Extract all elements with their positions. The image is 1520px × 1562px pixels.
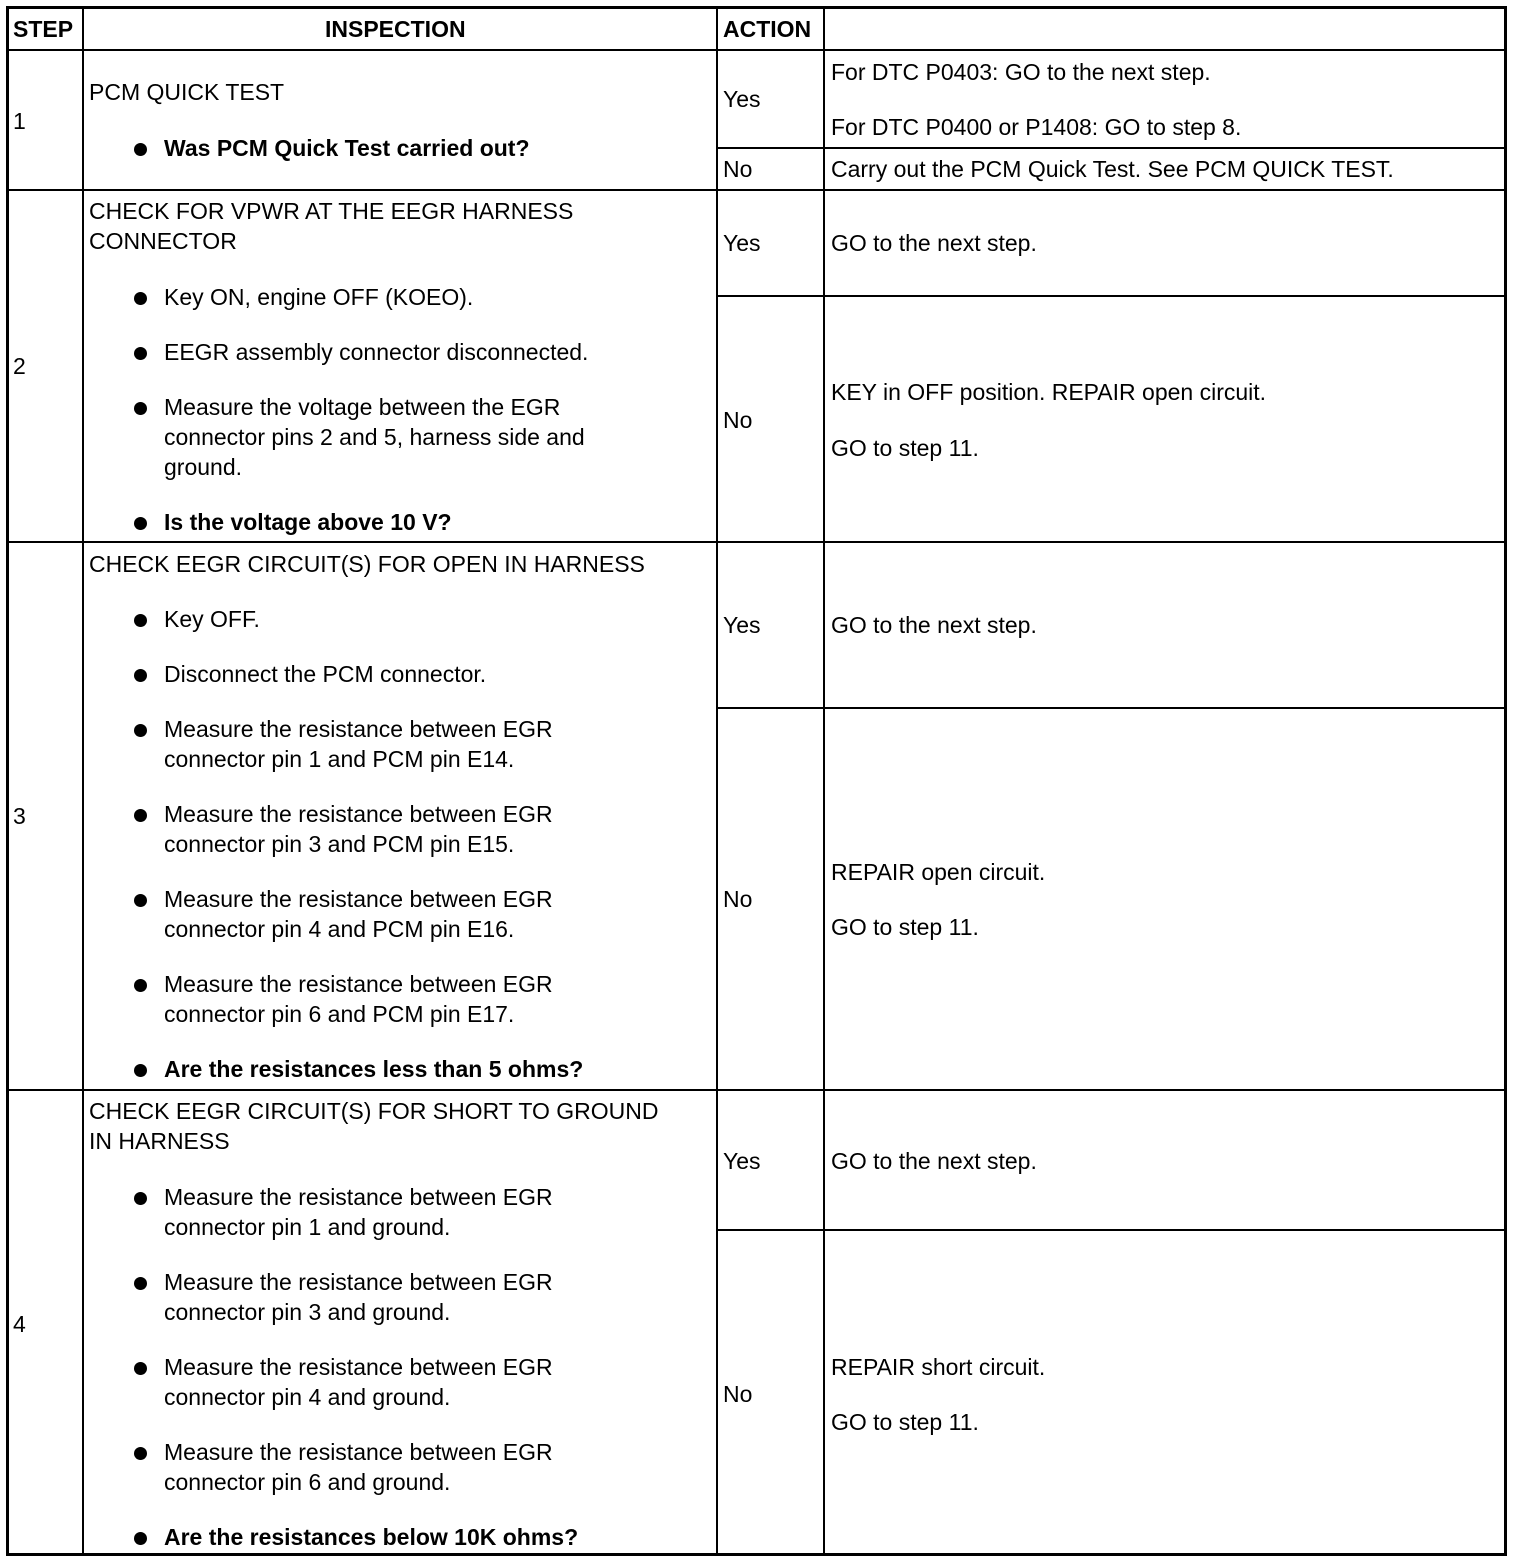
yes-no-divider bbox=[716, 147, 1504, 149]
inspection-bullet: connector pin 4 and ground. bbox=[164, 1384, 451, 1410]
header-step: STEP bbox=[13, 16, 74, 42]
inspection-bullet: connector pin 4 and PCM pin E16. bbox=[164, 916, 515, 942]
no-action-line: REPAIR open circuit. bbox=[831, 859, 1046, 885]
inspection-bullet: connector pin 6 and PCM pin E17. bbox=[164, 1001, 515, 1027]
no-label: No bbox=[723, 1381, 753, 1407]
row-divider bbox=[9, 1089, 1504, 1091]
step-number: 3 bbox=[13, 803, 26, 829]
inspection-bullet: Measure the resistance between EGR bbox=[164, 886, 553, 912]
header-inspection: INSPECTION bbox=[325, 16, 466, 42]
row-divider bbox=[9, 189, 1504, 191]
inspection-question: Are the resistances less than 5 ohms? bbox=[164, 1056, 584, 1082]
bullet-dot bbox=[134, 143, 147, 156]
bullet-dot bbox=[134, 894, 147, 907]
inspection-bullet: Measure the resistance between EGR bbox=[164, 1269, 553, 1295]
no-action-line: GO to step 11. bbox=[831, 914, 979, 940]
yes-no-divider bbox=[716, 707, 1504, 709]
column-divider bbox=[82, 9, 84, 1553]
yes-action-line: GO to the next step. bbox=[831, 230, 1037, 256]
inspection-bullet: Measure the resistance between EGR bbox=[164, 1439, 553, 1465]
inspection-question: Is the voltage above 10 V? bbox=[164, 509, 452, 535]
inspection-bullet: Key OFF. bbox=[164, 606, 260, 632]
no-action-line: REPAIR short circuit. bbox=[831, 1354, 1046, 1380]
inspection-bullet: Disconnect the PCM connector. bbox=[164, 661, 487, 687]
step-number: 4 bbox=[13, 1311, 26, 1337]
yes-label: Yes bbox=[723, 612, 761, 638]
row-divider bbox=[9, 541, 1504, 543]
inspection-bullet: EEGR assembly connector disconnected. bbox=[164, 339, 589, 365]
bullet-dot bbox=[134, 669, 147, 682]
yes-no-divider bbox=[716, 295, 1504, 297]
step-number: 2 bbox=[13, 353, 26, 379]
inspection-bullet: Key ON, engine OFF (KOEO). bbox=[164, 284, 474, 310]
no-action-line: Carry out the PCM Quick Test. See PCM QUICK TEST. bbox=[831, 156, 1394, 182]
bullet-dot bbox=[134, 1064, 147, 1077]
yes-action-line: For DTC P0400 or P1408: GO to step 8. bbox=[831, 114, 1242, 140]
no-label: No bbox=[723, 407, 753, 433]
bullet-dot bbox=[134, 1532, 147, 1545]
bullet-dot bbox=[134, 402, 147, 415]
step-title: CONNECTOR bbox=[89, 228, 237, 254]
column-divider bbox=[716, 9, 718, 1553]
step-title: IN HARNESS bbox=[89, 1128, 230, 1154]
no-action-line: GO to step 11. bbox=[831, 435, 979, 461]
inspection-bullet: connector pin 3 and ground. bbox=[164, 1299, 451, 1325]
bullet-dot bbox=[134, 347, 147, 360]
step-title: CHECK FOR VPWR AT THE EEGR HARNESS bbox=[89, 198, 574, 224]
no-label: No bbox=[723, 156, 753, 182]
no-action-line: KEY in OFF position. REPAIR open circuit. bbox=[831, 379, 1267, 405]
header-action: ACTION bbox=[723, 16, 812, 42]
inspection-bullet: Measure the resistance between EGR bbox=[164, 971, 553, 997]
yes-label: Yes bbox=[723, 1148, 761, 1174]
inspection-question: Are the resistances below 10K ohms? bbox=[164, 1524, 579, 1550]
inspection-bullet: Measure the resistance between EGR bbox=[164, 1184, 553, 1210]
bullet-dot bbox=[134, 724, 147, 737]
bullet-dot bbox=[134, 614, 147, 627]
yes-action-line: GO to the next step. bbox=[831, 612, 1037, 638]
yes-label: Yes bbox=[723, 230, 761, 256]
yes-action-line: GO to the next step. bbox=[831, 1148, 1037, 1174]
yes-label: Yes bbox=[723, 86, 761, 112]
bullet-dot bbox=[134, 292, 147, 305]
bullet-dot bbox=[134, 517, 147, 530]
inspection-bullet: Measure the resistance between EGR bbox=[164, 716, 553, 742]
inspection-bullet: connector pin 3 and PCM pin E15. bbox=[164, 831, 515, 857]
inspection-bullet: Measure the resistance between EGR bbox=[164, 1354, 553, 1380]
bullet-dot bbox=[134, 1362, 147, 1375]
column-divider bbox=[823, 9, 825, 1553]
yes-no-divider bbox=[716, 1229, 1504, 1231]
bullet-dot bbox=[134, 979, 147, 992]
bullet-dot bbox=[134, 1277, 147, 1290]
inspection-bullet: connector pin 6 and ground. bbox=[164, 1469, 451, 1495]
yes-action-line: For DTC P0403: GO to the next step. bbox=[831, 59, 1211, 85]
bullet-dot bbox=[134, 809, 147, 822]
step-title: PCM QUICK TEST bbox=[89, 79, 285, 105]
no-label: No bbox=[723, 886, 753, 912]
no-action-line: GO to step 11. bbox=[831, 1409, 979, 1435]
inspection-bullet: Measure the voltage between the EGR bbox=[164, 394, 561, 420]
inspection-bullet: connector pins 2 and 5, harness side and bbox=[164, 424, 585, 450]
inspection-bullet: Measure the resistance between EGR bbox=[164, 801, 553, 827]
step-title: CHECK EEGR CIRCUIT(S) FOR OPEN IN HARNESS bbox=[89, 551, 645, 577]
bullet-dot bbox=[134, 1447, 147, 1460]
inspection-bullet: ground. bbox=[164, 454, 243, 480]
row-divider bbox=[9, 49, 1504, 51]
bullet-dot bbox=[134, 1192, 147, 1205]
inspection-question: Was PCM Quick Test carried out? bbox=[164, 135, 530, 161]
inspection-bullet: connector pin 1 and ground. bbox=[164, 1214, 451, 1240]
step-title: CHECK EEGR CIRCUIT(S) FOR SHORT TO GROUND bbox=[89, 1098, 659, 1124]
diagnostic-table bbox=[6, 6, 1507, 1556]
step-number: 1 bbox=[13, 108, 26, 134]
inspection-bullet: connector pin 1 and PCM pin E14. bbox=[164, 746, 515, 772]
